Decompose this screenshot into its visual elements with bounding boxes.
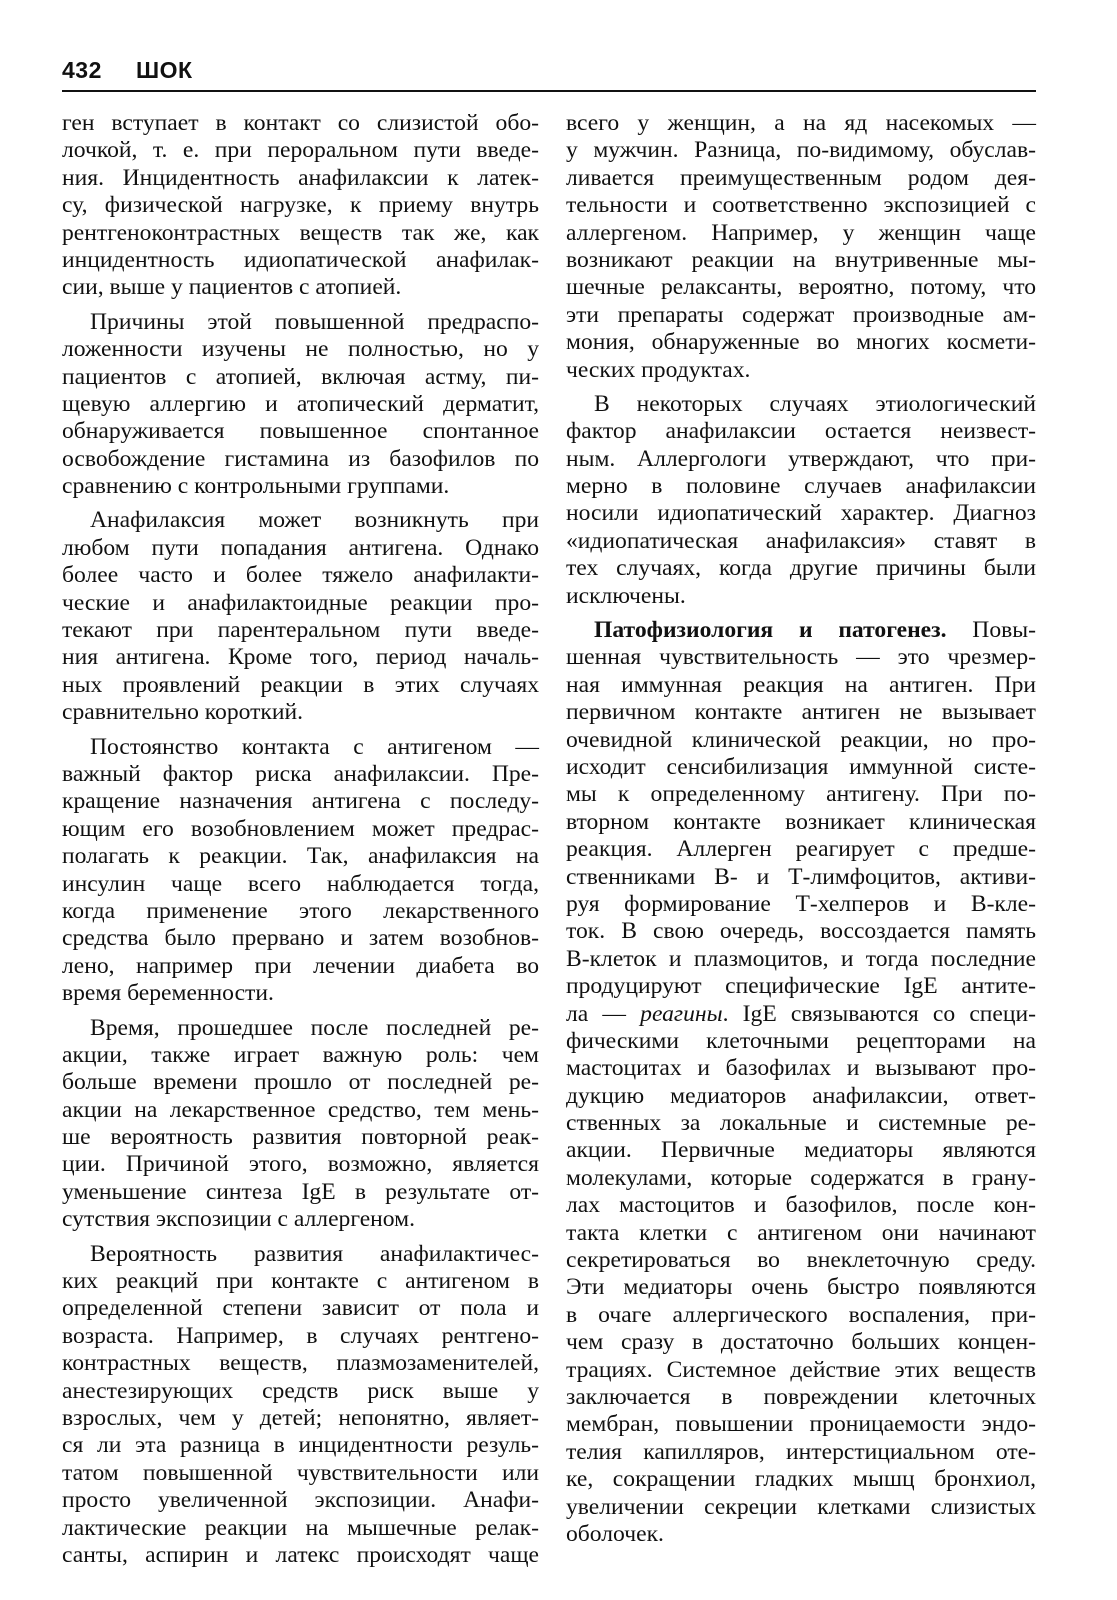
text-line: возраста. Например, в случаях рентгено-: [62, 1322, 539, 1349]
text-line: рентгеноконтрастных веществ так же, как: [62, 219, 539, 246]
text-line: инцидентность идиопатической анафилак-: [62, 246, 539, 273]
text-line: лено, например при лечении диабета во: [62, 952, 539, 979]
text-line: щевую аллергию и атопический дерматит,: [62, 390, 539, 417]
text-line: сравнению с контрольными группами.: [62, 473, 450, 500]
subsection-heading: Патофизиология и патогенез.: [594, 617, 947, 644]
paragraph: [566, 391, 1036, 610]
text-line: телия капилляров, интерстициальном оте-: [566, 1438, 1036, 1465]
text-line: ше вероятность развития повторной реак-: [62, 1124, 539, 1151]
text-line: анестезирующих средств риск выше у: [62, 1377, 539, 1404]
text-line: татом повышенной чувствительности или: [62, 1459, 539, 1486]
text-line: уменьшение синтеза IgE в результате от-: [62, 1178, 539, 1205]
text-line: лочкой, т. е. при пероральном пути введе-: [62, 137, 539, 164]
text-line: шенная чувствительность — это чрезмер-: [566, 644, 1036, 671]
text-line: ток. В свою очередь, воссоздается память: [566, 918, 1036, 945]
text-line: ложенности изучены не полностью, но у: [62, 336, 539, 363]
paragraph-gap: [62, 1008, 539, 1015]
text-line: текают при парентеральном пути введе-: [62, 617, 539, 644]
text-line: исходит сенсибилизация иммунной систе-: [566, 753, 1036, 780]
text-line: тельности и соответственно экспозицией с: [566, 192, 1036, 219]
text-line: эти препараты содержат производные ам-: [566, 301, 1036, 328]
text-line: освобождение гистамина из базофилов по: [62, 445, 539, 472]
text-line: такта клетки с антигеном они начинают: [566, 1219, 1036, 1246]
text-line: мы к определенному антигену. При по-: [566, 781, 1036, 808]
text-line: очевидной клинической реакции, но про-: [566, 726, 1036, 753]
text-line: Эти медиаторы очень быстро появляются: [566, 1274, 1036, 1301]
text-line: ческие и анафилактоидные реакции про-: [62, 589, 539, 616]
text-line: продуцируют специфические IgE антите-: [566, 973, 1036, 1000]
text-line: у мужчин. Разница, по-видимому, обуслав-: [566, 137, 1036, 164]
text-line: шечные релаксанты, вероятно, потому, что: [566, 274, 1036, 301]
text-line: реакция. Аллерген реагирует с предше-: [566, 836, 1036, 863]
paragraph-gap: [62, 302, 539, 309]
paragraph: [566, 617, 1036, 1548]
text-line: ген вступает в контакт со слизистой обо-: [62, 110, 539, 136]
text-line: ственниками В- и Т-лимфоцитов, активи-: [566, 863, 1036, 890]
text-line: оболочек.: [566, 1520, 664, 1547]
text-line: время беременности.: [62, 980, 274, 1007]
text-line: фактор анафилаксии остается неизвест-: [566, 418, 1036, 445]
text-line: молекулами, которые содержатся в грану-: [566, 1164, 1036, 1191]
section-title: ШОК: [136, 57, 193, 83]
text-line: санты, аспирин и латекс происходят чаще: [62, 1541, 539, 1568]
text-line: Постоянство контакта с антигеном —: [90, 733, 539, 760]
text-line: акции на лекарственное средство, тем мень-: [62, 1096, 539, 1123]
paragraph-gap: [566, 610, 1036, 617]
text-line: аллергеном. Например, у женщин чаще: [566, 219, 1036, 246]
text-line: ческих продуктах.: [566, 356, 751, 383]
text-line: всего у женщин, а на яд насекомых —: [566, 110, 1036, 136]
paragraph: [62, 1241, 539, 1570]
paragraph: [62, 1015, 539, 1234]
paragraph-gap: [62, 1234, 539, 1241]
text-line: ке, сокращении гладких мышц бронхиол,: [566, 1466, 1036, 1493]
text-line: «идиопатическая анафилаксия» ставят в: [566, 527, 1036, 554]
text-line: ная иммунная реакция на антиген. При: [566, 671, 1036, 698]
text-line: фическими клеточными рецепторами на: [566, 1027, 1036, 1054]
paragraph-gap: [566, 384, 1036, 391]
text-line: ции. Причиной этого, возможно, является: [62, 1151, 539, 1178]
left-text-column: [62, 110, 539, 1569]
text-line: мастоцитах и базофилах и вызывают про-: [566, 1055, 1036, 1082]
running-header: [62, 56, 1036, 92]
text-line: ных проявлений реакции в этих случаях: [62, 671, 539, 698]
text-line: мония, обнаруженные во многих космети-: [566, 329, 1036, 356]
text-line: чем сразу в достаточно больших концен-: [566, 1329, 1036, 1356]
text-line: ственных за локальные и системные ре-: [566, 1110, 1036, 1137]
text-line: любом пути попадания антигена. Однако: [62, 534, 539, 561]
text-line: обнаруживается повышенное спонтанное: [62, 418, 539, 445]
text-line: важный фактор риска анафилаксии. Пре-: [62, 760, 539, 787]
text-line: в очаге аллергического воспаления, при-: [566, 1301, 1036, 1328]
text-line: су, физической нагрузке, к приему внутрь: [62, 192, 539, 219]
text-line: инсулин чаще всего наблюдается тогда,: [62, 870, 539, 897]
text-line: просто увеличенной экспозиции. Анафи-: [62, 1487, 539, 1514]
page-number: 432: [62, 57, 102, 83]
text-line: более часто и более тяжело анафилакти-: [62, 562, 539, 589]
text-line: мембран, повышении проницаемости эндо-: [566, 1411, 1036, 1438]
text-line: лах мастоцитов и базофилов, после кон-: [566, 1192, 1036, 1219]
paragraph: [62, 507, 539, 726]
text-line: Вероятность развития анафилактичес-: [90, 1240, 539, 1267]
text-line: сутствия экспозиции с аллергеном.: [62, 1206, 415, 1233]
text-line: больше времени прошло от последней ре-: [62, 1069, 539, 1096]
text-line: дукцию медиаторов анафилаксии, ответ-: [566, 1082, 1036, 1109]
paragraph-gap: [62, 500, 539, 507]
text-line: акции, также играет важную роль: чем: [62, 1041, 539, 1068]
text-line: взрослых, чем у детей; непонятно, являет-: [62, 1404, 539, 1431]
text-line: заключается в повреждении клеточных: [566, 1383, 1036, 1410]
text-line: В-клеток и плазмоцитов, и тогда последние: [566, 945, 1036, 972]
text-line: исключены.: [566, 582, 686, 609]
text-line: лактические реакции на мышечные релак-: [62, 1514, 539, 1541]
text-line: ющим его возобновлением может предрас-: [62, 815, 539, 842]
text-line: пациентов с атопией, включая астму, пи-: [62, 363, 539, 390]
text-line: когда применение этого лекарственного: [62, 897, 539, 924]
right-text-column: [566, 110, 1036, 1548]
paragraph: [62, 309, 539, 501]
text-line: ких реакций при контакте с антигеном в: [62, 1268, 539, 1295]
text-line: ла — реагины. IgE связываются со специ-: [566, 1000, 1037, 1027]
text-line: ливается преимущественным родом дея-: [566, 164, 1036, 191]
paragraph-gap: [62, 727, 539, 734]
text-line: кращение назначения антигена с последу-: [62, 788, 539, 815]
text-line: ным. Аллергологи утверждают, что при-: [566, 445, 1036, 472]
text-line: мерно в половине случаев анафилаксии: [566, 473, 1036, 500]
text-line: вторном контакте возникает клиническая: [566, 808, 1036, 835]
text-line: акции. Первичные медиаторы являются: [566, 1137, 1036, 1164]
text-line: первичном контакте антиген не вызывает: [566, 699, 1036, 726]
paragraph: [62, 110, 539, 302]
paragraph: [62, 734, 539, 1008]
text-line: полагать к реакции. Так, анафилаксия на: [62, 843, 539, 870]
text-line: ния. Инцидентность анафилаксии к латек-: [62, 164, 539, 191]
text-line: В некоторых случаях этиологический: [594, 390, 1036, 417]
text-line: руя формирование Т-хелперов и В-кле-: [566, 890, 1036, 917]
text-line: средства было прервано и затем возобнов-: [62, 925, 539, 952]
text-line: сии, выше у пациентов с атопией.: [62, 274, 402, 301]
text-line: секретироваться во внеклеточную среду.: [566, 1247, 1036, 1274]
text-line: Причины этой повышенной предраспо-: [90, 308, 539, 335]
text-line: трациях. Системное действие этих веществ: [566, 1356, 1036, 1383]
text-line: ся ли эта разница в инцидентности резуль-: [62, 1432, 539, 1459]
text-line: носили идиопатический характер. Диагноз: [566, 500, 1036, 527]
italic-term: реагины: [640, 1000, 723, 1027]
text-line: определенной степени зависит от пола и: [62, 1295, 539, 1322]
text-line: увеличении секреции клетками слизистых: [566, 1493, 1036, 1520]
text-line: Патофизиология и патогенез. Повы-: [594, 617, 1036, 644]
text-line: Анафилаксия может возникнуть при: [90, 507, 539, 534]
text-line: контрастных веществ, плазмозаменителей,: [62, 1350, 539, 1377]
text-line: тех случаях, когда другие причины были: [566, 555, 1036, 582]
text-line: сравнительно короткий.: [62, 699, 304, 726]
paragraph: [566, 110, 1036, 384]
text-line: Время, прошедшее после последней ре-: [90, 1014, 539, 1041]
text-line: возникают реакции на внутривенные мы-: [566, 246, 1036, 273]
text-line: ния антигена. Кроме того, период началь-: [62, 644, 539, 671]
